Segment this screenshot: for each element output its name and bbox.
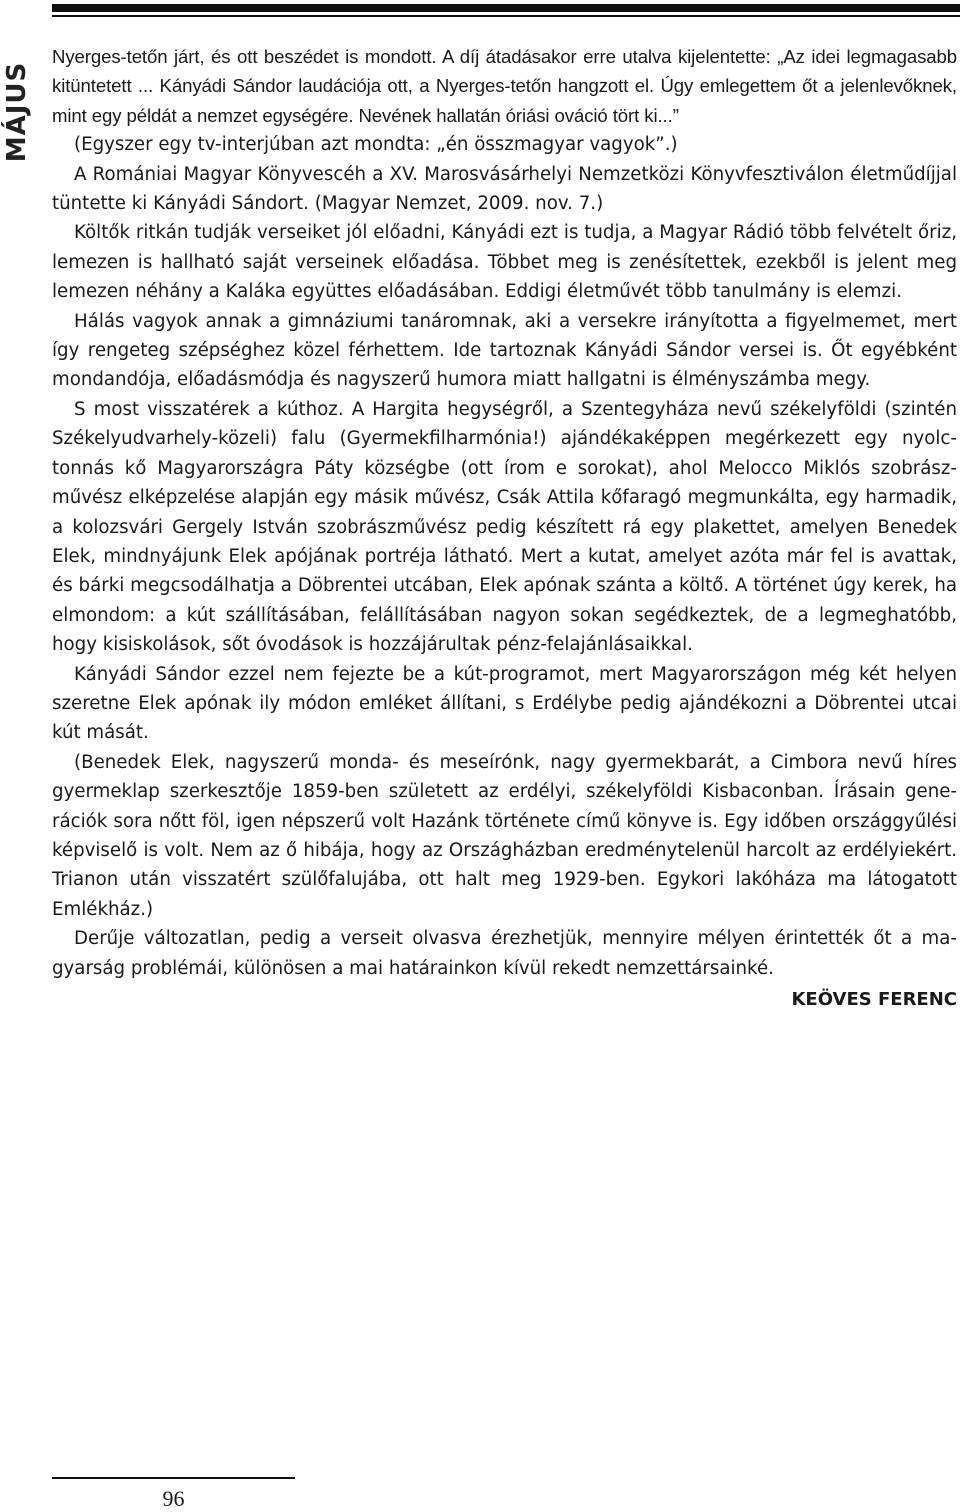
paragraph-1: Nyerges-tetőn járt, és ott beszédet is mondott. A díj átadásakor erre utalva kijelentette: „Az idei legmagasabb kitüntetett ... Kányádi Sándor laudációja ott, a Nyerges-tetőn hangzott el. Úgy emlegettem őt a jelenlevőknek, mint egy példát a nemzet egységére. Nevének hallatán óriási ováció tört ki...” [52, 46, 957, 126]
paragraph-3: A Romániai Magyar Könyvescéh a XV. Marosvásárhelyi Nemzetközi Könyvfesztiválon életműdíjjal tüntette ki Kányádi Sándort. (Magyar Nemzet, 2009. nov. 7.) [52, 163, 957, 215]
section-side-label-text: MÁJUS [2, 61, 32, 163]
header-rule-thick [52, 4, 960, 12]
paragraph-9: Derűje változatlan, pedig a verseit olvasva érezhetjük, mennyire mélyen érintették őt a magyarság problémái, különösen a mai határainkon kívül rekedt nemzettársainké. [52, 928, 957, 979]
paragraph-8: (Benedek Elek, nagyszerű monda- és meseírónk, nagy gyermekbarát, a Cimbora nevű híres gyermeklap szerkesztője 1859-ben született az erdélyi, székelyföldi Kisbaconban. Írásain generációk sora nőtt föl, igen népszerű volt Hazánk története című könyve is. Egy időben országgyűlési képviselő is volt. Nem az ő hibája, hogy az Országházban eredménytelenül harcolt az erdélyiekért. Trianon után visszatért szülőfalujába, ott halt meg 1929-ben. Egykori lakóháza ma látogatott Emlékház.) [52, 751, 957, 920]
article-body [52, 42, 957, 1014]
paragraph-4: Költők ritkán tudják verseiket jól előadni, Kányádi ezt is tudja, a Magyar Rádió több felvételt őriz, lemezen is hallható saját verseinek előadása. Többet meg is zenésítettek, ezekből is jelent meg lemezen néhány a Kaláka együttes előadásában. Eddigi életművét több tanulmány is elemzi. [52, 222, 957, 303]
paragraph-2: (Egyszer egy tv-interjúban azt mondta: „én összmagyar vagyok”.) [74, 134, 678, 156]
paragraph-6: S most visszatérek a kúthoz. A Hargita hegységről, a Szentegyháza nevű székelyföldi (szintén Székelyudvarhely-közeli) falu (Gyermekfilharmónia!) ajándékaképpen megérkezett egy nyolctonnás kő Magyarországra Páty községbe (ott írom e sorokat), ahol Melocco Miklós szobrászművész elképzelése alapján egy másik művész, Csák Attila kőfaragó megmunkálta, egy harmadik, a kolozsvári Gergely István szobrászművész pedig készített rá egy plakettet, amelyen Benedek Elek, mindnyájunk Elek apójának portréja látható. Mert a kutat, amelyet azóta már fel is avattak, és bárki megcsodálhatja a Döbrentei utcában, Elek apónak szánta a költő. A történet úgy kerek, ha elmondom: a kút szállításában, felállításában nagyon sokan segédkeztek, de a legmeghatóbb, hogy kisiskolások, sőt óvodások is hozzájárultak pénz-felajánlásaikkal. [52, 398, 957, 656]
section-side-label [0, 42, 34, 182]
header-rule-thin [52, 15, 960, 17]
footer-rule [52, 1477, 295, 1479]
paragraph-5: Hálás vagyok annak a gimnáziumi tanáromnak, aki a versekre irányította a figyelmemet, mert így rengeteg szépséghez közel férhettem. Ide tartoznak Kányádi Sándor versei is. Őt egyébként mondandója, előadásmódja és nagyszerű humora miatt hallgatni is élményszámba megy. [52, 310, 957, 391]
paragraph-7: Kányádi Sándor ezzel nem fejezte be a kút-programot, mert Magyarországon még két helyen szeretne Elek apónak ily módon emléket állítani, s Erdélybe pedig ajándékozni a Döbrentei utcai kút mását. [52, 663, 957, 744]
page-number: 96 [162, 1486, 185, 1511]
author-signature: KEÖVES FERENC [791, 989, 957, 1010]
